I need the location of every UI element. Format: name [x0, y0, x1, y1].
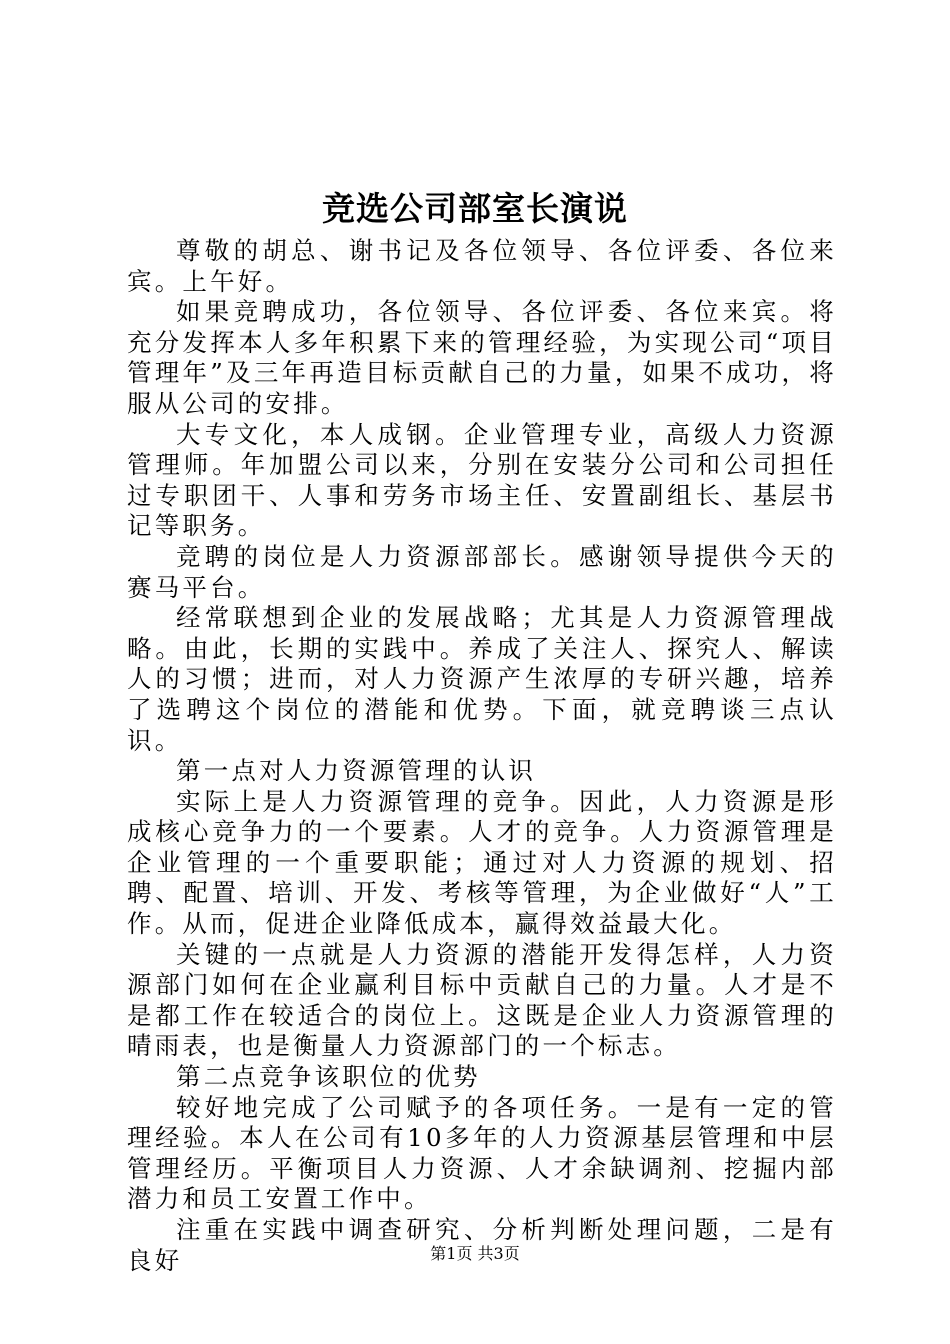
paragraph-commitment: 如果竞聘成功，各位领导、各位评委、各位来宾。将充分发挥本人多年积累下来的管理经验，为实现公司“项目管理年”及三年再造目标贡献自己的力量，如果不成功，将服从公司的安排。	[127, 297, 837, 418]
paragraph-advantage-practice: 注重在实践中调查研究、分析判断处理问题，二是有良好	[127, 1215, 837, 1275]
paragraph-position: 竞聘的岗位是人力资源部部长。感谢领导提供今天的赛马平台。	[127, 541, 837, 602]
paragraph-motivation: 经常联想到企业的发展战略；尤其是人力资源管理战略。由此，长期的实践中。养成了关注人、探究人、解读人的习惯；进而，对人力资源产生浓厚的专研兴趣，培养了选聘这个岗位的潜能和优势。下面，就竞聘谈三点认识。	[127, 603, 837, 755]
document-body	[127, 236, 837, 1276]
paragraph-hr-competition: 实际上是人力资源管理的竞争。因此，人力资源是形成核心竞争力的一个要素。人才的竞争。人力资源管理是企业管理的一个重要职能；通过对人力资源的规划、招聘、配置、培训、开发、考核等管理，为企业做好“人”工作。从而，促进企业降低成本，赢得效益最大化。	[127, 786, 837, 939]
paragraph-greeting: 尊敬的胡总、谢书记及各位领导、各位评委、各位来宾。上午好。	[127, 236, 837, 296]
paragraph-advantage-experience: 较好地完成了公司赋予的各项任务。一是有一定的管理经验。本人在公司有10多年的人力资源基层管理和中层管理经历。平衡项目人力资源、人才余缺调剂、挖掘内部潜力和员工安置工作中。	[127, 1092, 837, 1214]
page-number-footer: 第1页 共3页	[430, 1244, 520, 1263]
section-heading-1: 第一点对人力资源管理的认识	[176, 756, 537, 786]
paragraph-hr-key: 关键的一点就是人力资源的潜能开发得怎样，人力资源部门如何在企业赢利目标中贡献自己的力量。人才是不是都工作在较适合的岗位上。这既是企业人力资源管理的晴雨表，也是衡量人力资源部门的一个标志。	[127, 939, 837, 1061]
paragraph-background: 大专文化，本人成钢。企业管理专业，高级人力资源管理师。年加盟公司以来，分别在安装分公司和公司担任过专职团干、人事和劳务市场主任、安置副组长、基层书记等职务。	[127, 419, 837, 541]
section-heading-2: 第二点竞争该职位的优势	[176, 1062, 481, 1092]
document-title: 竞选公司部室长演说	[322, 189, 628, 228]
